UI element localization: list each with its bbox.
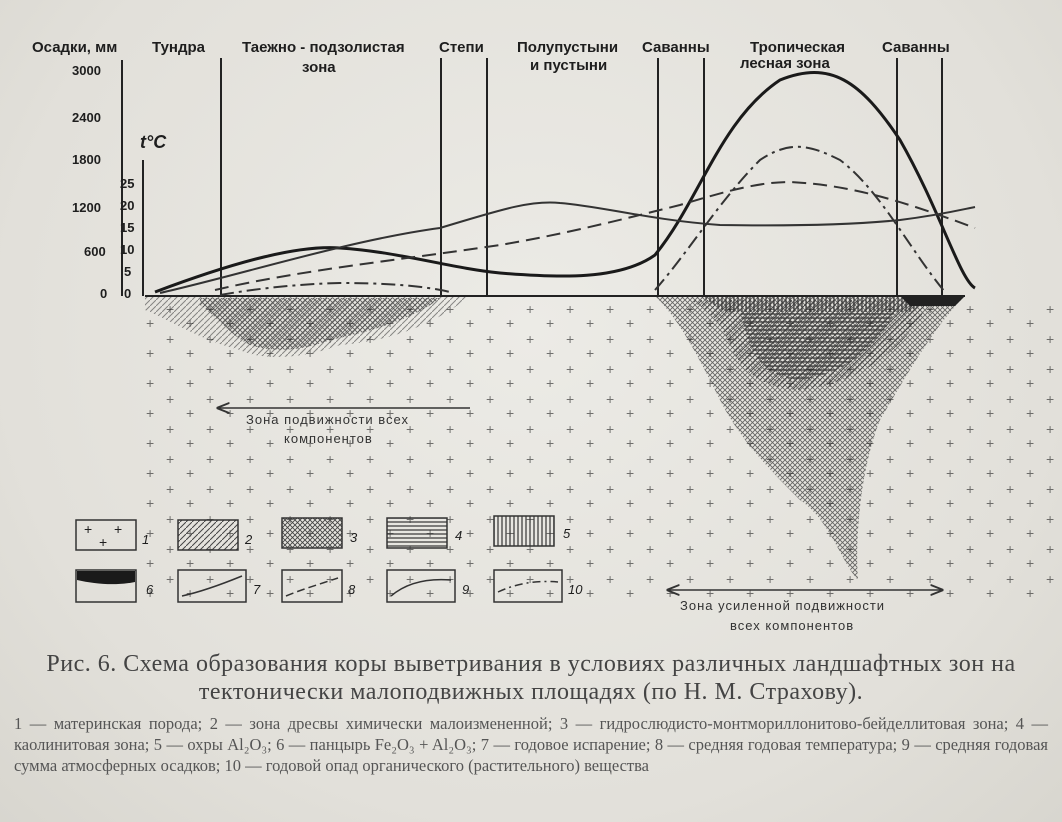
precip-tick: 2400 xyxy=(72,110,101,125)
precip-tick: 600 xyxy=(84,244,106,259)
svg-text:1: 1 xyxy=(142,532,150,547)
precip-curve xyxy=(155,73,975,293)
svg-text:7: 7 xyxy=(253,582,261,597)
figure-caption: Рис. 6. Схема образования коры выветривания в условиях различных ландшафтных зон на тектонически малоподвижных площадях (по Н. М. Страхову). xyxy=(46,651,1016,705)
svg-text:+: + xyxy=(114,521,123,537)
litter-curve xyxy=(220,147,945,295)
curves xyxy=(155,73,975,296)
svg-text:6: 6 xyxy=(146,582,154,597)
temp-tick: 15 xyxy=(120,220,135,235)
zone-label: и пустыни xyxy=(530,57,608,74)
zone-label: лесная зона xyxy=(740,55,830,72)
svg-text:8: 8 xyxy=(348,582,356,597)
legend-item-1 xyxy=(76,520,149,550)
mobility-left-line2: компонентов xyxy=(284,431,373,446)
zone-label: зона xyxy=(302,59,336,76)
zone-label: Степи xyxy=(439,39,484,56)
svg-text:4: 4 xyxy=(455,528,463,543)
temp-tick: 5 xyxy=(124,264,132,279)
precip-tick: 0 xyxy=(100,286,108,301)
precip-tick: 1800 xyxy=(72,152,101,167)
precip-axis-label: Осадки, мм xyxy=(32,39,118,56)
temp-tick: 0 xyxy=(124,286,132,301)
precip-tick: 3000 xyxy=(72,63,101,78)
zone-headers xyxy=(152,39,950,76)
precip-ticks xyxy=(72,63,107,301)
zone-label: Полупустыни xyxy=(517,39,619,56)
svg-text:10: 10 xyxy=(568,582,583,597)
temp-tick: 10 xyxy=(120,242,135,257)
zone-label: Тропическая xyxy=(750,39,845,56)
mobility-right-line2: всех компонентов xyxy=(730,618,855,633)
bedrock xyxy=(145,300,1062,600)
mobility-right-line1: Зона усиленной подвижности xyxy=(680,598,886,613)
svg-text:2: 2 xyxy=(245,532,253,547)
zone-label: Тундра xyxy=(152,39,206,56)
svg-text:9: 9 xyxy=(462,582,470,597)
svg-text:+: + xyxy=(99,534,108,550)
svg-text:3: 3 xyxy=(350,530,358,545)
temp-tick: 25 xyxy=(120,176,135,191)
svg-text:+: + xyxy=(84,521,93,537)
zone-label: Саванны xyxy=(642,39,710,56)
zone-label: Саванны xyxy=(882,39,950,56)
temp-axis-label: t°C xyxy=(140,132,167,152)
svg-text:5: 5 xyxy=(563,526,571,541)
temp-tick: 20 xyxy=(120,198,135,213)
figure-legend-text: 1 — материнская порода; 2 — зона дресвы химически малоизмененной; 3 — гидрослюдисто-монтмориллонитово-бейделлитовая зона; 4 — каолинитовая зона; 5 — охры Al₂O₃; 6 — панцырь Fe₂O₃ + Al₂O₃; 7 — годовое испарение; 8 — средняя годовая температура; 9 — средняя годовая сумма атмосферных осадков; 10 — годовой опад органического (растительного) вещества xyxy=(14,714,1048,775)
precip-tick: 1200 xyxy=(72,200,101,215)
mobility-left-line1: Зона подвижности всех xyxy=(246,412,409,427)
evaporation-curve xyxy=(160,202,975,293)
legend-item-6 xyxy=(76,570,154,602)
zone-label: Таежно - подзолистая xyxy=(242,39,405,56)
zone-dividers xyxy=(221,58,942,296)
